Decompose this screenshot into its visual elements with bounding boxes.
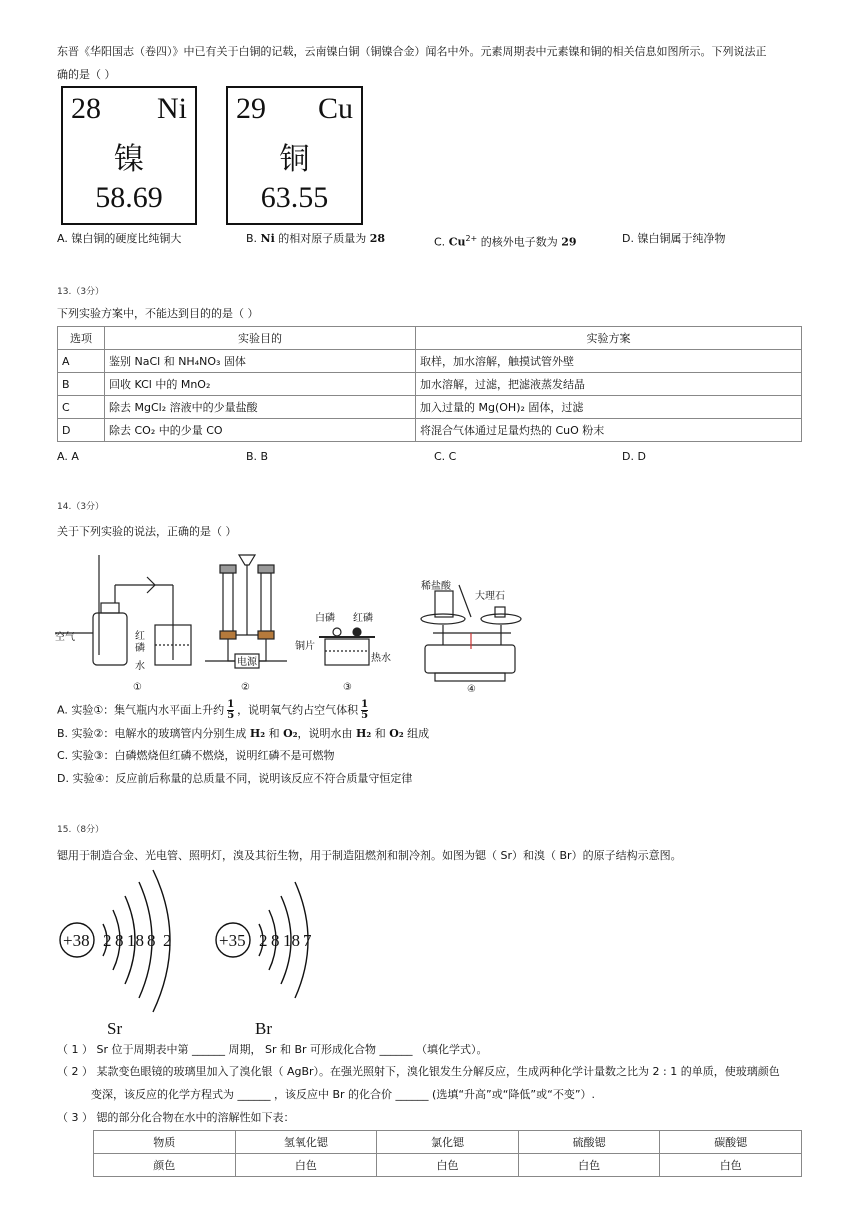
cu-atomic-number: 29 (236, 92, 266, 125)
q15-header: 15.（8分） (57, 825, 105, 835)
nickel-element-card (61, 86, 197, 225)
ni-mass: 58.69 (95, 181, 163, 214)
sr-shell-1: 2 (103, 931, 112, 950)
ni-symbol: Ni (157, 92, 187, 125)
br-shell-1: 2 (259, 931, 268, 950)
label-acid: 稀盐酸 (421, 581, 451, 592)
table-row: B 回收 KCl 中的 MnO₂ 加水溶解，过滤，把滤液蒸发结晶 (58, 373, 802, 396)
table-row: D 除去 CO₂ 中的少量 CO 将混合气体通过足量灼热的 CuO 粉末 (58, 419, 802, 442)
label-fig3: ③ (343, 682, 352, 693)
q15-part2-line2: 变深，该反应的化学方程式为 ______ ，该反应中 Br 的化合价 ______ (选填“升高”或“降低”或“不变”）. (91, 1088, 596, 1101)
atomic-structure-diagrams (55, 862, 355, 1042)
br-nucleus-charge: +35 (219, 931, 246, 950)
label-air: 空气 (55, 632, 75, 643)
q12-option-a[interactable]: A. 镍白铜的硬度比纯铜大 (57, 232, 182, 245)
q14-experiment-figures (55, 545, 535, 695)
label-phos: 磷 (135, 643, 145, 654)
q12-option-b[interactable]: B. Ni 的相对原子质量为 28 (246, 232, 386, 245)
q13-col-goal: 实验目的 (105, 327, 416, 350)
q13-col-plan: 实验方案 (416, 327, 802, 350)
table-row: 颜色 白色 白色 白色 白色 (94, 1154, 802, 1177)
q13-option-d[interactable]: D. D (622, 450, 646, 463)
br-shell-2: 8 (271, 931, 280, 950)
q13-col-option: 选项 (58, 327, 105, 350)
cu-name: 铜 (279, 142, 310, 177)
gas-bottle-icon (93, 613, 127, 665)
cu-symbol: Cu (317, 92, 353, 125)
q15-part1: （ 1 ） Sr 位于周期表中第 ______ 周期， Sr 和 Br 可形成化合物 ______ （填化学式）。 (57, 1043, 488, 1056)
sr-shell-4: 8 (147, 931, 156, 950)
ni-atomic-number: 28 (71, 92, 101, 125)
q13-stem: 下列实验方案中，不能达到目的的是（ ） (57, 307, 259, 320)
sr-shell-3: 18 (127, 931, 144, 950)
label-power: 电源 (237, 657, 257, 668)
q14-stem: 关于下列实验的说法，正确的是（ ） (57, 525, 237, 538)
q14-option-d[interactable]: D. 实验④：反应前后称量的总质量不同，说明该反应不符合质量守恒定律 (57, 772, 413, 785)
label-red: 红 (135, 631, 145, 642)
q15-stem: 锶用于制造合金、光电管、照明灯，溴及其衍生物，用于制造阻燃剂和制冷剂。如图为锶（ Sr）和溴（ Br）的原子结构示意图。 (57, 849, 682, 862)
q13-option-c[interactable]: C. C (434, 450, 457, 463)
q13-table (57, 326, 802, 442)
q12-option-d[interactable]: D. 镍白铜属于纯净物 (622, 232, 726, 245)
q14-header: 14.（3分） (57, 502, 105, 512)
q14-option-b[interactable]: B. 实验②：电解水的玻璃管内分别生成 H₂ 和 O₂，说明水由 H₂ 和 O₂ 组成 (57, 727, 430, 740)
br-shell-4: 7 (303, 931, 312, 950)
label-hot-water: 热水 (371, 653, 391, 664)
q12-stem-line2: 确的是（ ） (57, 68, 116, 81)
ni-name: 镍 (114, 142, 144, 177)
q12-option-c[interactable]: C. $Cu^{2+}$ 的核外电子数为 29 (434, 234, 577, 249)
label-copper: 铜片 (295, 641, 315, 652)
label-water: 水 (135, 661, 145, 672)
cu-mass: 63.55 (260, 181, 329, 214)
q15-part3: （ 3 ） 锶的部分化合物在水中的溶解性如下表： (57, 1111, 295, 1124)
q13-option-a[interactable]: A. A (57, 450, 79, 463)
br-shell-3: 18 (283, 931, 300, 950)
copper-element-card (226, 86, 363, 225)
q12-stem-line1: 东晋《华阳国志（卷四）》中已有关于白铜的记载，云南镍白铜（铜镍合金）闻名中外。元素周期表中元素镍和铜的相关信息如图所示。下列说法正 (57, 45, 767, 58)
label-fig1: ① (133, 682, 142, 693)
label-fig4: ④ (467, 684, 476, 695)
sr-label: Sr (107, 1019, 123, 1038)
label-white-p: 白磷 (315, 613, 335, 624)
label-marble: 大理石 (475, 591, 505, 602)
sr-shell-5: 2 (163, 931, 172, 950)
sr-nucleus-charge: +38 (63, 931, 90, 950)
label-fig2: ② (241, 682, 250, 693)
q13-option-b[interactable]: B. B (246, 450, 269, 463)
q15-solubility-table: 物质 氢氧化锶 氯化锶 硫酸锶 碳酸锶 颜色 白色 白色 白色 白色 (93, 1130, 802, 1177)
q15-part2-line1: （ 2 ） 某款变色眼镜的玻璃里加入了溴化银（ AgBr）。在强光照射下，溴化银发生分解反应，生成两种化学计量数之比为 2 : 1 的单质，使玻璃颜色 (57, 1065, 780, 1078)
sr-shell-2: 8 (115, 931, 124, 950)
br-label: Br (255, 1019, 272, 1038)
q14-option-c[interactable]: C. 实验③：白磷燃烧但红磷不燃烧，说明红磷不是可燃物 (57, 749, 335, 762)
balance-icon (425, 645, 515, 673)
hot-water-beaker-icon (325, 639, 369, 665)
table-row: A 鉴别 NaCl 和 NH₄NO₃ 固体 取样，加水溶解，触摸试管外壁 (58, 350, 802, 373)
label-red-p: 红磷 (353, 613, 373, 624)
q14-option-a[interactable]: A. 实验①：集气瓶内水平面上升约 $\frac{1}{5}$ ，说明氧气约占空气体积 $\frac{1}{5}$ (57, 699, 369, 721)
q13-header: 13.（3分） (57, 287, 105, 297)
table-row: C 除去 MgCl₂ 溶液中的少量盐酸 加入过量的 Mg(OH)₂ 固体，过滤 (58, 396, 802, 419)
